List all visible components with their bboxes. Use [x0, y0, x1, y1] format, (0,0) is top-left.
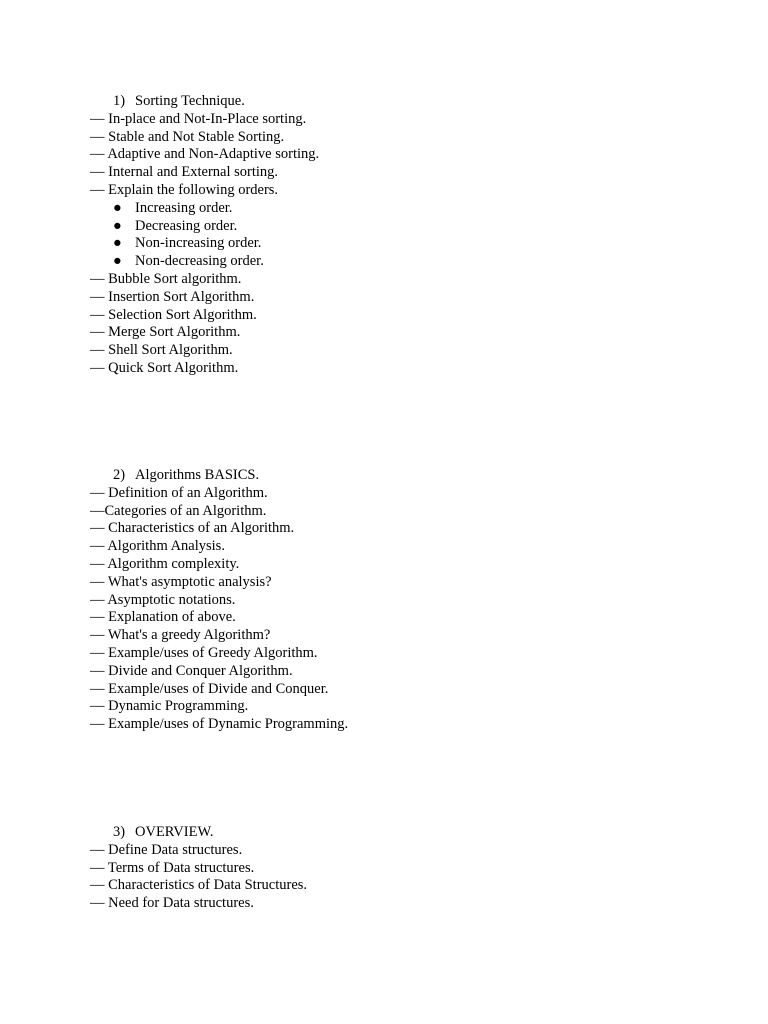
section-title: Sorting Technique. [135, 93, 245, 109]
list-item: — Define Data structures. [90, 841, 243, 858]
bullet-item [90, 235, 319, 253]
list-item: — Bubble Sort algorithm. [90, 270, 242, 287]
list-item: — Adaptive and Non-Adaptive sorting. [90, 146, 320, 163]
list-item: — Need for Data structures. [90, 895, 254, 912]
section-number: 3) [113, 824, 126, 840]
section-title: Algorithms BASICS. [135, 467, 260, 483]
list-item: — Selection Sort Algorithm. [90, 306, 257, 323]
list-item: — Asymptotic notations. [90, 591, 236, 608]
section-heading [90, 93, 319, 111]
section-number: 1) [113, 93, 126, 109]
list-item: — Quick Sort Algorithm. [90, 359, 239, 376]
list-item: — Example/uses of Divide and Conquer. [90, 680, 329, 697]
list-item: — Internal and External sorting. [90, 164, 279, 181]
section-heading [90, 467, 348, 485]
list-item: — What's a greedy Algorithm? [90, 627, 271, 644]
section-heading [90, 824, 307, 842]
list-item: — Algorithm complexity. [90, 555, 240, 572]
list-item: — Merge Sort Algorithm. [90, 324, 241, 341]
list-item: — Algorithm Analysis. [90, 538, 225, 555]
bullet-text: Decreasing order. [135, 217, 238, 234]
list-item: —Categories of an Algorithm. [90, 502, 267, 519]
list-item: — What's asymptotic analysis? [90, 573, 272, 590]
list-item: — Definition of an Algorithm. [90, 484, 268, 501]
list-item: — Example/uses of Greedy Algorithm. [90, 644, 318, 661]
list-item: — Stable and Not Stable Sorting. [90, 128, 285, 145]
list-item: — Characteristics of Data Structures. [90, 877, 308, 894]
section-overview [90, 824, 307, 913]
section-sorting-technique [90, 93, 319, 378]
list-item: — Divide and Conquer Algorithm. [90, 662, 293, 679]
list-item: — Explain the following orders. [90, 181, 279, 198]
bullet-item [90, 253, 319, 271]
section-algorithms-basics [90, 467, 348, 734]
bullet-icon: ● [113, 235, 122, 252]
bullet-text: Non-increasing order. [135, 235, 262, 252]
list-item: — In-place and Not-In-Place sorting. [90, 110, 307, 127]
list-item: — Explanation of above. [90, 609, 236, 626]
bullet-icon: ● [113, 253, 122, 270]
bullet-item [90, 200, 319, 218]
list-item: — Terms of Data structures. [90, 859, 255, 876]
bullet-item [90, 218, 319, 236]
section-number: 2) [113, 467, 126, 483]
bullet-icon: ● [113, 217, 122, 234]
list-item: — Dynamic Programming. [90, 698, 249, 715]
list-item: — Insertion Sort Algorithm. [90, 288, 255, 305]
section-title: OVERVIEW. [135, 824, 214, 840]
list-item: — Characteristics of an Algorithm. [90, 520, 295, 537]
list-item: — Example/uses of Dynamic Programming. [90, 716, 349, 733]
bullet-text: Non-decreasing order. [135, 253, 264, 270]
list-item: — Shell Sort Algorithm. [90, 342, 233, 359]
bullet-icon: ● [113, 199, 122, 216]
bullet-text: Increasing order. [135, 199, 233, 216]
